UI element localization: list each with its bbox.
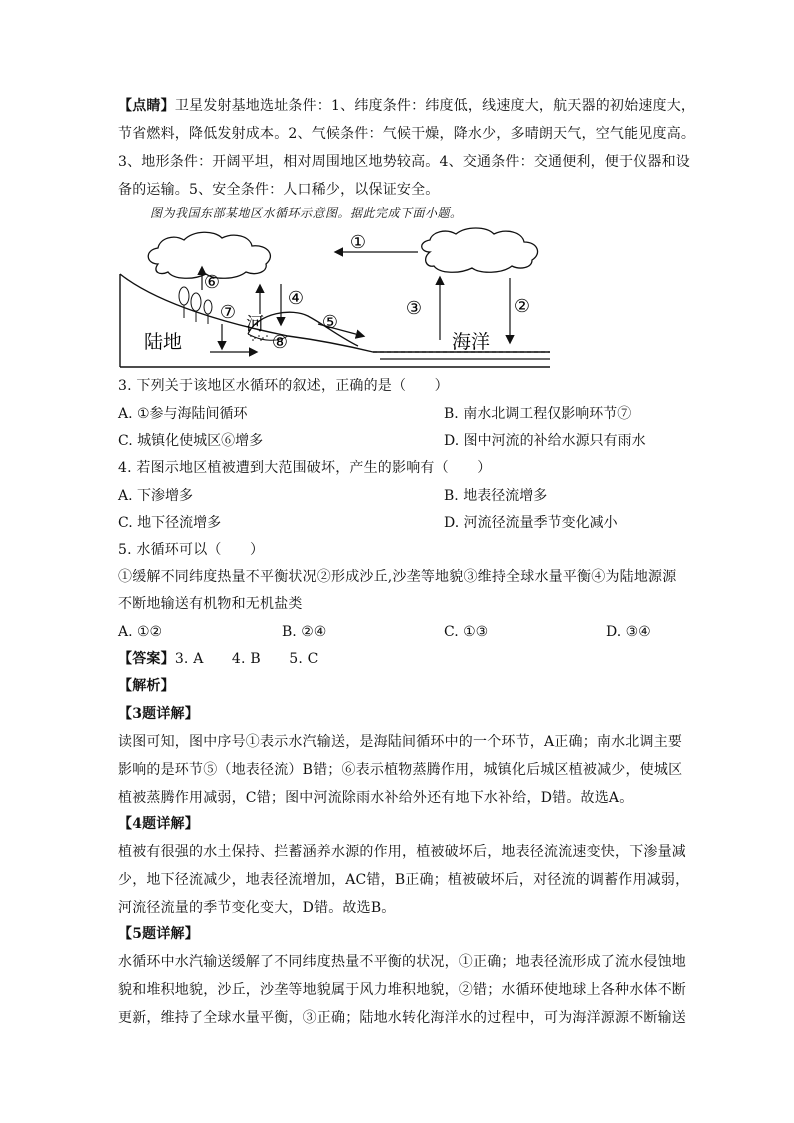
q5-option-a: A. ①②: [118, 624, 163, 640]
q5-option-d: D. ③④: [606, 624, 651, 640]
d5-line-2: 貌和堆积地貌，沙丘，沙垄等地貌属于风力堆积地貌，②错；水循环使地球上各种水体不断: [118, 982, 686, 998]
answer-text: 3. A 4. B 5. C: [174, 651, 319, 667]
d4-line-2: 少，地下径流减少，地表径流增加，AC错，B正确；植被破坏后，对径流的调蓄作用减弱，: [118, 872, 690, 888]
analysis-tag: 【解析】: [118, 678, 175, 694]
cloud-right-icon: [422, 228, 538, 272]
tip-line-3: 3、地形条件：开阔平坦，相对周围地区地势较高。4、交通条件：交通便利，便于仪器和设: [118, 154, 691, 170]
q4-option-a: A. 下渗增多: [118, 488, 194, 504]
label-n3: ③: [405, 298, 423, 319]
d4-line-3: 河流径流量的季节变化变大，D错。故选B。: [118, 900, 396, 916]
tip-tag: 【点睛】: [118, 98, 175, 114]
q4-option-d: D. 河流径流量季节变化减小: [444, 515, 618, 531]
d5-line-1: 水循环中水汽输送缓解了不同纬度热量不平衡的状况，①正确；地表径流形成了流水侵蚀地: [118, 954, 686, 970]
q4-stem: 4. 若图示地区植被遭到大范围破坏，产生的影响有（ ）: [118, 460, 492, 476]
label-n1: ①: [349, 232, 367, 253]
tip-line-4: 备的运输。5、安全条件：人口稀少，以保证安全。: [118, 182, 440, 198]
q5-line-1: ①缓解不同纬度热量不平衡状况②形成沙丘,沙垄等地貌③维持全球水量平衡④为陆地源源: [118, 569, 677, 585]
figure-caption: 图为我国东部某地区水循环示意图。据此完成下面小题。: [150, 206, 463, 220]
tip-text-1: 卫星发射基地选址条件：1、纬度条件：纬度低，线速度大，航天器的初始速度大，: [174, 98, 696, 114]
q5-option-c: C. ①③: [444, 624, 489, 640]
label-ocean: 海洋: [452, 331, 491, 353]
d3-tag: 【3题详解】: [118, 706, 199, 722]
answer-line: [118, 649, 319, 669]
q5-line-2: 不断地输送有机物和无机盐类: [118, 596, 303, 612]
tip-line-2: 节省燃料，降低发射成本。2、气候条件：气候干燥，降水少，多晴朗天气，空气能见度高。: [118, 126, 696, 142]
d5-line-3: 更新，维持了全球水量平衡，③正确；陆地水转化海洋水的过程中，可为海洋源源不断输送: [118, 1010, 686, 1026]
q4-option-c: C. 地下径流增多: [118, 515, 222, 531]
q5-stem: 5. 水循环可以（ ）: [118, 542, 265, 558]
d5-tag: 【5题详解】: [118, 926, 199, 942]
d4-line-1: 植被有很强的水土保持、拦蓄涵养水源的作用，植被破坏后，地表径流流速变快，下渗量减: [118, 844, 686, 860]
answer-tag: 【答案】: [118, 651, 175, 667]
d3-line-1: 读图可知，图中序号①表示水汽输送，是海陆间循环中的一个环节，A正确；南水北调主要: [118, 734, 683, 750]
q3-option-b: B. 南水北调工程仅影响环节⑦: [444, 406, 632, 422]
label-n5: ⑤: [321, 312, 339, 333]
tip-line-1: [118, 96, 695, 116]
label-n2: ②: [513, 296, 531, 317]
label-n8: ⑧: [271, 332, 289, 353]
q3-option-d: D. 图中河流的补给水源只有雨水: [444, 433, 646, 449]
q3-stem: 3. 下列关于该地区水循环的叙述，正确的是（ ）: [118, 378, 449, 394]
sea-water-lines: [373, 352, 550, 359]
q4-option-b: B. 地表径流增多: [444, 488, 548, 504]
q3-option-a: A. ①参与海陆间循环: [118, 406, 248, 422]
label-n6: ⑥: [203, 272, 221, 293]
label-n7: ⑦: [219, 302, 237, 323]
d3-line-3: 植被蒸腾作用减弱，C错；图中河流除雨水补给外还有地下水补给，D错。故选A。: [118, 790, 634, 806]
q3-option-c: C. 城镇化使城区⑥增多: [118, 433, 264, 449]
d3-line-2: 影响的是环节⑤（地表径流）B错；⑥表示植物蒸腾作用，城镇化后城区植被减少，使城区: [118, 762, 683, 778]
label-river: 河: [246, 314, 264, 335]
label-land: 陆地: [144, 331, 183, 353]
river-mound: [248, 312, 358, 346]
label-n4: ④: [287, 288, 305, 309]
q5-option-b: B. ②④: [282, 624, 327, 640]
d4-tag: 【4题详解】: [118, 816, 199, 832]
water-cycle-diagram: [118, 224, 550, 370]
